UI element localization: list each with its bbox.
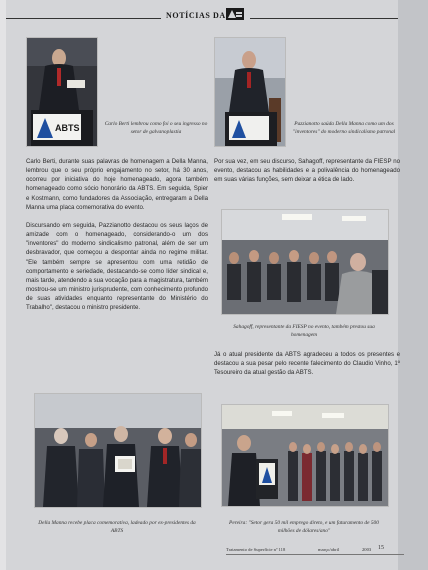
caption-photo4: Della Manna recebe placa comemorativa, ladeado por ex-presidentes da ABTS xyxy=(38,520,196,535)
caption-photo5: Pereira: "Setor gera 50 mil emprego direto, e um faturamento de 500 milhões de dólares/ano" xyxy=(229,520,379,535)
photo-della-manna-plaque xyxy=(34,393,202,508)
header-rule-right xyxy=(250,18,398,19)
abts-logo-icon xyxy=(226,8,244,20)
podium-logo-text: ABTS xyxy=(55,123,80,133)
photo-pazzianotto-image xyxy=(215,38,285,146)
footer-issue-date: março/abril xyxy=(318,547,340,552)
article-paragraph: Carlo Berti, durante suas palavras de homenagem a Della Manna, lembrou que o seu próprio engajamento no setor, há 30 anos, ocorreu por iniciativa do hoje homenageado, agora também homenageado como sócio honorário da ABTS. Em seguida, Spier e Kostmann, como fundadores da Associação, entregaram a Della Manna uma placa comemorativa do evento. xyxy=(26,158,208,211)
footer-year: 2003 xyxy=(362,547,372,552)
article-column-left xyxy=(26,157,208,322)
article-column-right-bottom xyxy=(214,350,400,386)
section-header xyxy=(0,6,428,24)
caption-photo2: Pazzianotto saúda Della Manna como um dos "inventores" do moderno sindicalismo patronal xyxy=(292,121,396,136)
header-rule-left xyxy=(6,18,161,19)
page-footer xyxy=(0,545,428,557)
article-paragraph: Já o atual presidente da ABTS agradeceu a todos os presentes e destacou a sua pesar pelo recente falecimento do Claudio Vinho, 1º Tesoureiro da atual gestão da ABTS. xyxy=(214,351,400,377)
article-column-right-top xyxy=(214,157,400,193)
article-paragraph: Discursando em seguida, Pazzianotto destacou os seus laços de amizade com o homenageado, considerando-o um dos "inventores" do moderno sindicalismo patronal, além de ser um desbravador, que começou a despontar ainda no regime militar. "Ele também sempre se apresentou com uma retidão de comportamento e seriedade, destacando-se como líder sindical e, mais tarde, atendendo a sua vocação para a magistratura, também mostrou-se um ministro jurisprudente, com conhecimento profundo de suas atividades enquanto representante do Ministério do Trabalho", destacou o ministro presidente. xyxy=(26,221,208,312)
page-left-edge xyxy=(0,0,6,570)
photo-sahagoff xyxy=(221,209,389,315)
photo-pereira xyxy=(221,404,389,507)
caption-photo3: Sahagoff, representante da FIESP no evento, também prestou sua homenagem xyxy=(233,324,375,339)
page-right-margin-band xyxy=(398,0,428,570)
photo-carlo-berti xyxy=(26,37,98,147)
photo-sahagoff-image xyxy=(222,210,388,314)
photo-pereira-image xyxy=(222,405,388,506)
article-paragraph: Por sua vez, em seu discurso, Sahagoff, representante da FIESP no evento, destacou as habilidades e a polivalência do homenageado em suas várias funções, sem deixar a ética de lado. xyxy=(214,158,400,184)
section-title: NOTÍCIAS DA xyxy=(166,11,226,20)
photo-carlo-berti-image xyxy=(27,38,97,146)
caption-photo1: Carlo Berti lembrou como foi o seu ingresso no setor de galvanoplastia xyxy=(104,121,208,136)
photo-pazzianotto xyxy=(214,37,286,147)
footer-page-number: 15 xyxy=(378,545,384,551)
footer-publication: Tratamento de Superfície nº 118 xyxy=(226,547,286,552)
photo-della-manna-image xyxy=(35,394,201,507)
footer-rule xyxy=(226,554,404,555)
